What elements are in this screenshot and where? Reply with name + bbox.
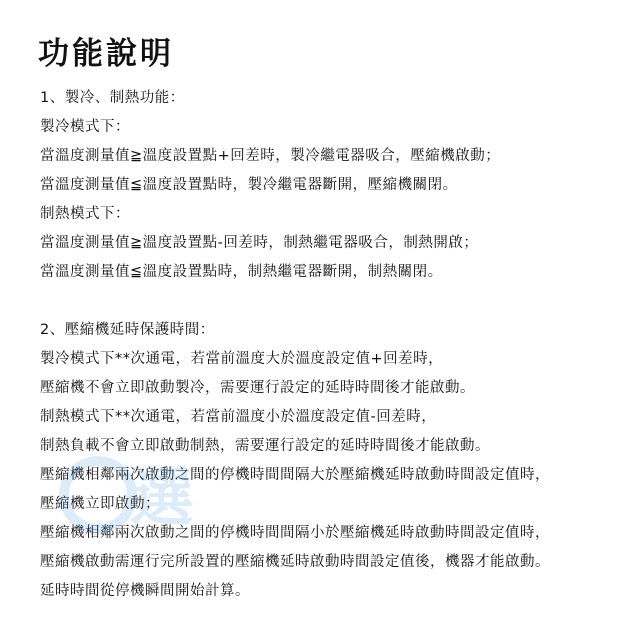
description-body bbox=[40, 84, 632, 606]
text-line: 壓縮機不會立即啟動製冷，需要運行設定的延時時間後才能啟動。 bbox=[40, 380, 475, 396]
text-line: 製冷模式下**次通電，若當前溫度大於溫度設定值+回差時， bbox=[40, 351, 444, 367]
subheading-heating-mode: 制熱模式下： bbox=[40, 206, 130, 222]
text-line: 制熱負載不會立即啟動制熱，需要運行設定的延時時間後才能啟動。 bbox=[40, 438, 490, 454]
section-heading-cooling-heating: 1、製冷、制熱功能： bbox=[40, 90, 185, 106]
blank-line bbox=[40, 287, 632, 316]
text-line: 當溫度測量值≧溫度設置點+回差時，製冷繼電器吸合，壓縮機啟動； bbox=[40, 148, 501, 164]
text-line: 當溫度測量值≦溫度設置點時，制熱繼電器斷開，制熱關閉。 bbox=[40, 264, 443, 280]
text-line: 壓縮機相鄰兩次啟動之間的停機時間間隔小於壓縮機延時啟動時間設定值時， bbox=[40, 525, 550, 541]
text-line: 壓縮機相鄰兩次啟動之間的停機時間間隔大於壓縮機延時啟動時間設定值時， bbox=[40, 467, 550, 483]
subheading-cooling-mode: 製冷模式下： bbox=[40, 119, 130, 135]
text-line: 制熱模式下**次通電，若當前溫度小於溫度設定值-回差時， bbox=[40, 409, 437, 425]
text-line: 當溫度測量值≦溫度設置點時，製冷繼電器斷開，壓縮機關閉。 bbox=[40, 177, 458, 193]
watermark-glyph: 選 bbox=[130, 462, 194, 536]
text-line: 壓縮機啟動需運行完所設置的壓縮機延時啟動時間設定值後，機器才能啟動。 bbox=[40, 554, 550, 570]
section-heading-compressor-delay: 2、壓縮機延時保護時間： bbox=[40, 322, 215, 338]
page-title: 功能說明 bbox=[38, 36, 174, 72]
text-line: 延時時間從停機瞬間開始計算。 bbox=[40, 583, 250, 599]
text-line: 壓縮機立即啟動； bbox=[40, 496, 160, 512]
text-line: 當溫度測量值≧溫度設置點-回差時，制熱繼電器吸合，制熱開啟； bbox=[40, 235, 479, 251]
